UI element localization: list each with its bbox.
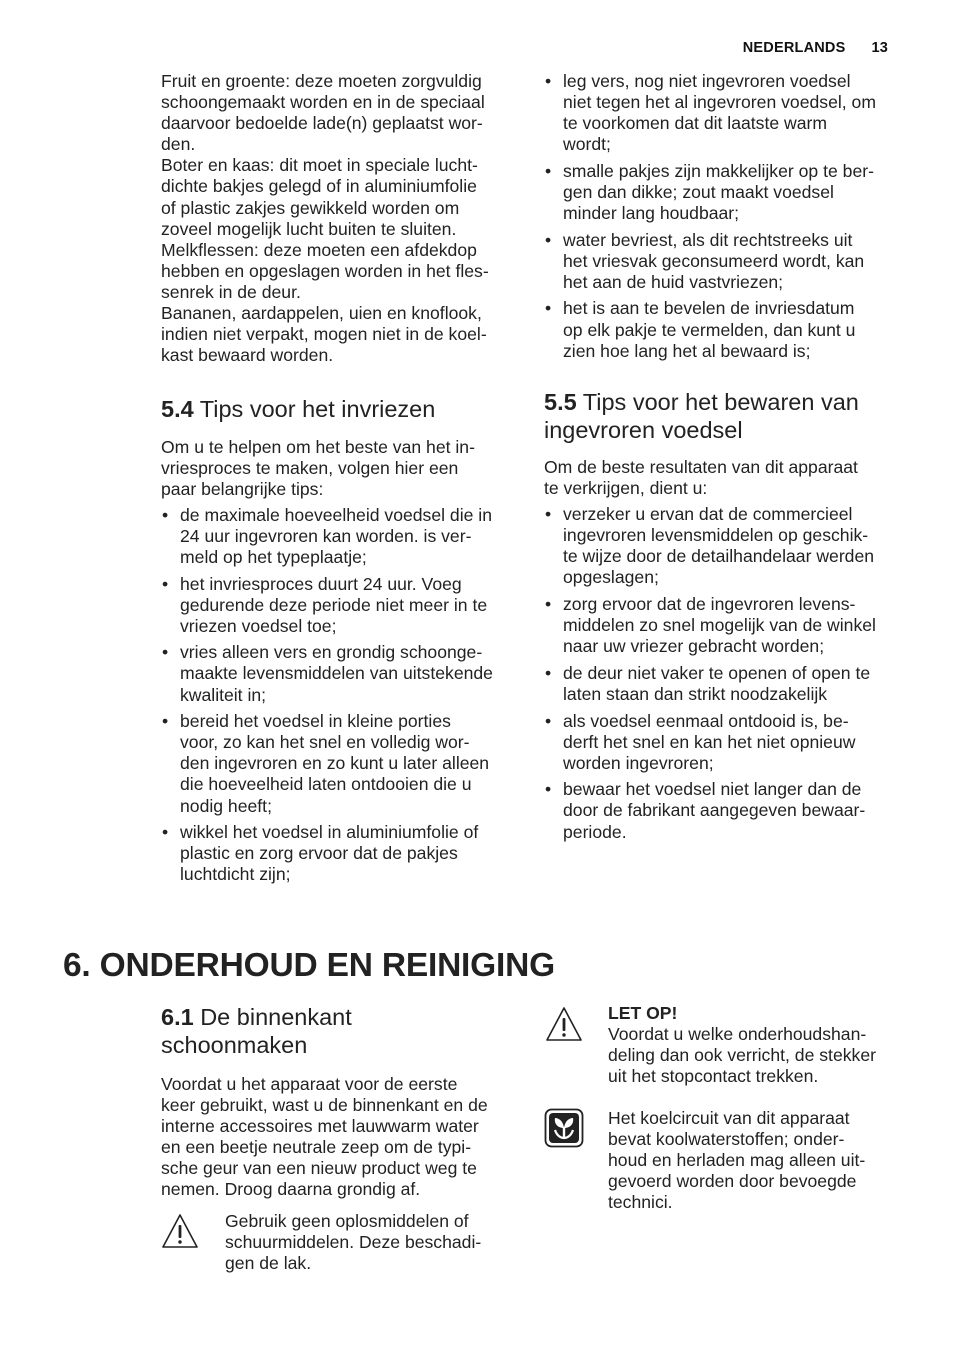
section-title: Tips voor het bewaren van ingevroren voedsel — [544, 389, 859, 443]
section-number: 6.1 — [161, 1004, 194, 1030]
paragraph-bananas: Bananen, aardappelen, uien en knoflook, indien niet verpakt, mogen niet in de koel- kast bewaard worden. — [161, 303, 487, 366]
section-6-1-heading — [161, 1004, 513, 1059]
caution-icon — [544, 1005, 584, 1050]
freezing-tips-list — [161, 505, 513, 886]
cleaning-instructions: Voordat u het apparaat voor de eerste keer gebruikt, wast u de binnenkant en de interne accessoires met lauwwarm water en een beetje neutrale zeep om de typi- sche geur van een nieuw product weg te nemen. Droog daarna grondig af. — [161, 1074, 488, 1200]
header-language: NEDERLANDS — [742, 40, 846, 56]
section-5-4 — [161, 396, 513, 891]
environment-note-text: Het koelcircuit van dit apparaat bevat koolwaterstoffen; onder- houd en herladen mag alleen uit- gevoerd worden door bevoegde technici. — [608, 1108, 866, 1213]
list-item: • als voedsel eenmaal ontdooid is, be- derft het snel en kan het niet opnieuw worden ingevroren; — [544, 711, 900, 774]
list-item: • bewaar het voedsel niet langer dan de door de fabrikant aangegeven bewaar- periode. — [544, 779, 900, 842]
chapter-title — [63, 946, 555, 986]
list-item: • de maximale hoeveelheid voedsel die in 24 uur ingevroren kan worden. is ver- meld op het typeplaatje; — [161, 505, 513, 568]
freezing-tips-continued — [544, 71, 900, 367]
list-item: • water bevriest, als dit rechtstreeks uit het vriesvak geconsumeerd wordt, kan het aan de huid vastvriezen; — [544, 230, 900, 293]
list-item: • het is aan te bevelen de invriesdatum op elk pakje te vermelden, dan kunt u zien hoe lang het al bewaard is; — [544, 298, 900, 361]
section-title: Tips voor het invriezen — [199, 396, 436, 422]
paragraph-milk: Melkflessen: deze moeten een afdekdop hebben en opgeslagen worden in het fles- senrek in de deur. — [161, 239, 489, 302]
list-item: • bereid het voedsel in kleine porties voor, zo kan het snel en volledig wor- den ingevroren en zo kunt u later alleen die hoeveelheid laten ontdooien die u nodig heeft; — [161, 711, 513, 816]
section-5-5 — [544, 389, 900, 848]
page-number: 13 — [871, 40, 888, 56]
list-item: • leg vers, nog niet ingevroren voedsel niet tegen het al ingevroren voedsel, om te voorkomen dat dit laatste warm wordt; — [544, 71, 900, 155]
chapter-number: 6. — [63, 947, 91, 984]
caution-heading: LET OP! — [608, 1003, 678, 1023]
plant-environment-icon — [544, 1108, 584, 1148]
paragraph-fruit: Fruit en groente: deze moeten zorgvuldig schoongemaakt worden en in de speciaal daarvoor bedoelde lade(n) geplaatst wor- den. — [161, 71, 485, 155]
section-number: 5.4 — [161, 396, 194, 422]
page-header — [743, 38, 888, 59]
list-item: • de deur niet vaker te openen of open te laten staan dan strikt noodzakelijk — [544, 663, 900, 705]
paragraph-butter-cheese: Boter en kaas: dit moet in speciale lucht- dichte bakjes gelegd of in aluminiumfolie of plastic zakjes gewikkeld worden om zoveel mogelijk lucht buiten te sluiten. — [161, 155, 478, 239]
chapter-name: ONDERHOUD EN REINIGING — [99, 947, 555, 984]
section-number: 5.5 — [544, 389, 577, 415]
storage-frozen-tips-list — [544, 504, 900, 842]
storage-tips-paragraphs — [161, 71, 513, 366]
environment-icon-wrap — [544, 1108, 584, 1153]
list-item: • smalle pakjes zijn makkelijker op te ber- gen dan dikke; zout maakt voedsel minder lang houdbaar; — [544, 161, 900, 224]
warning-triangle-icon — [544, 1005, 584, 1045]
list-item: • verzeker u ervan dat de commercieel ingevroren levensmiddelen op geschik- te wijze door de detailhandelaar werden opgeslagen; — [544, 504, 900, 588]
solvent-warning-text: Gebruik geen oplosmiddelen of schuurmiddelen. Deze beschadi- gen de lak. — [225, 1211, 482, 1274]
list-item: • wikkel het voedsel in aluminiumfolie of plastic en zorg ervoor dat de pakjes luchtdicht zijn; — [161, 822, 513, 885]
section-5-5-heading — [544, 389, 900, 444]
section-6-1 — [161, 1004, 513, 1201]
warning-icon — [160, 1212, 200, 1257]
list-item: • vries alleen vers en grondig schoonge- maakte levensmiddelen van uitstekende kwaliteit in; — [161, 642, 513, 705]
section-intro: Om u te helpen om het beste van het in- vriesproces te maken, volgen hier een paar belangrijke tips: — [161, 436, 475, 499]
section-intro: Om de beste resultaten van dit apparaat te verkrijgen, dient u: — [544, 457, 858, 499]
caution-note — [608, 1003, 903, 1087]
warning-triangle-icon — [160, 1212, 200, 1252]
section-5-4-heading — [161, 396, 513, 424]
section-title: De binnenkant schoonmaken — [161, 1004, 352, 1058]
caution-text: Voordat u welke onderhoudshan- deling dan ook verricht, de stekker uit het stopcontact trekken. — [608, 1024, 876, 1087]
list-item: • het invriesproces duurt 24 uur. Voeg gedurende deze periode niet meer in te vriezen voedsel toe; — [161, 574, 513, 637]
freezing-tips-list-continued — [544, 71, 900, 362]
list-item: • zorg ervoor dat de ingevroren levens- middelen zo snel mogelijk van de winkel naar uw vriezer gebracht worden; — [544, 594, 900, 657]
